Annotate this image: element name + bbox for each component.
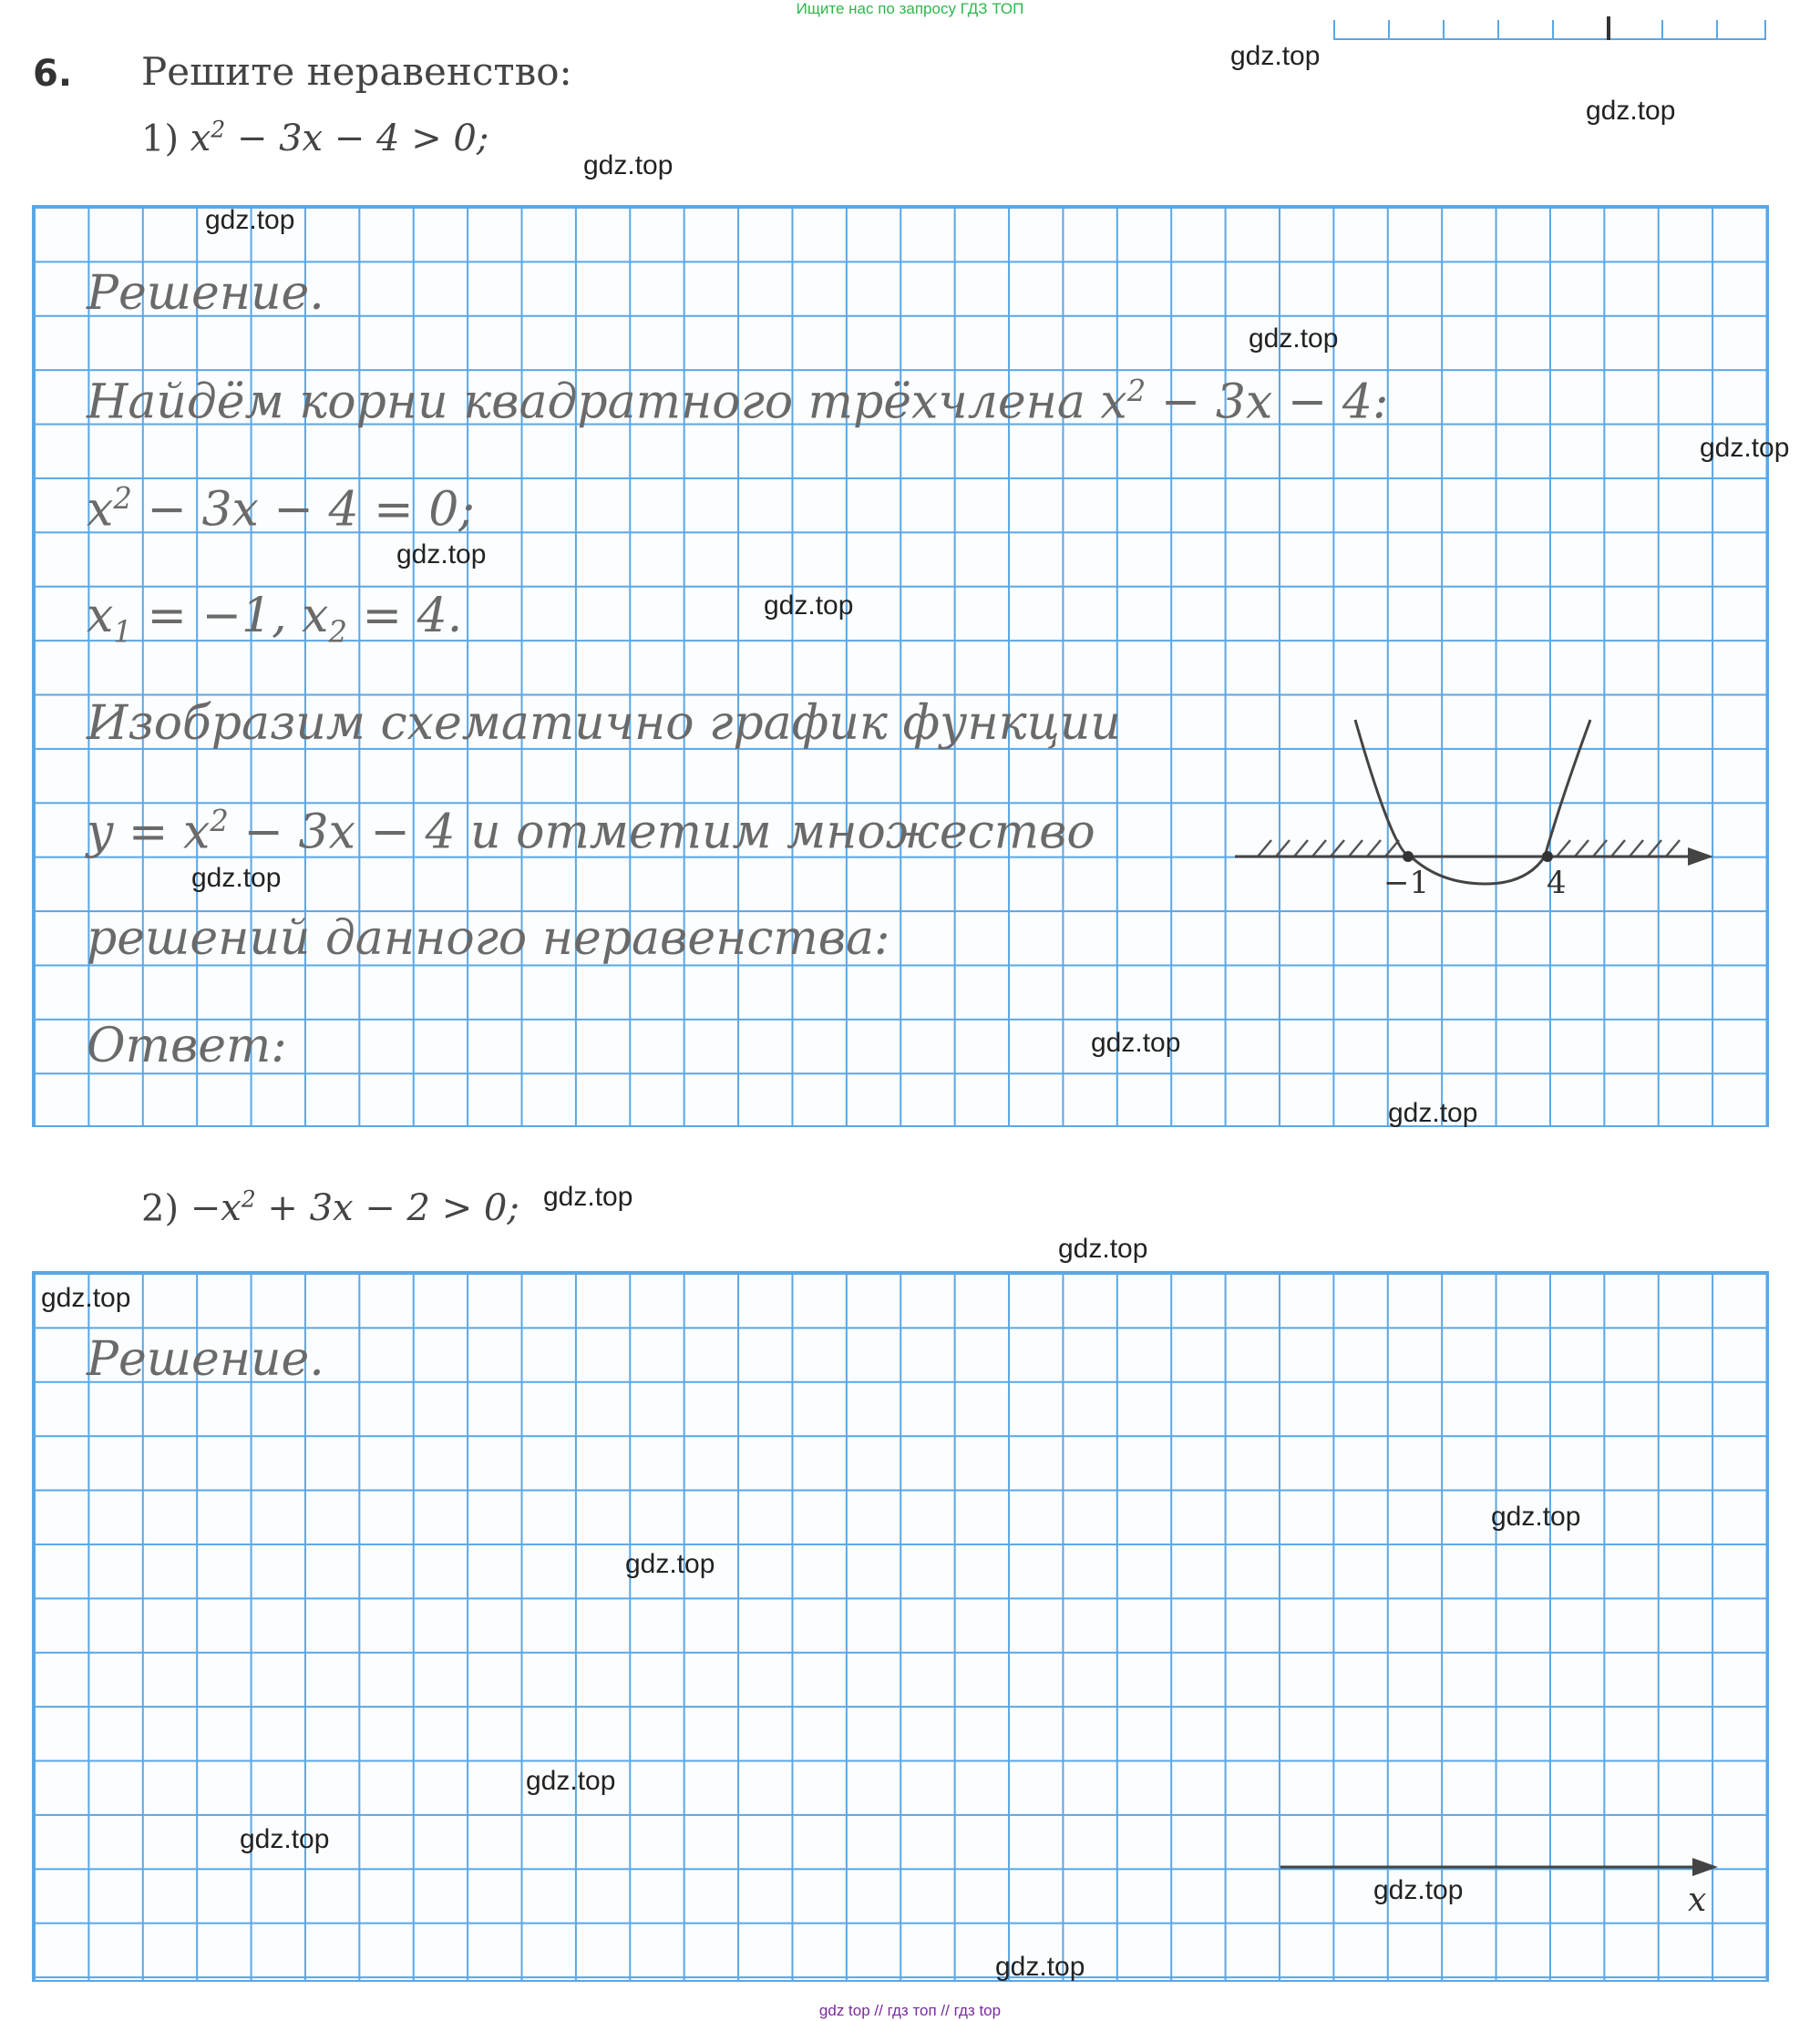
task-title: Решите неравенство: [141, 49, 572, 94]
watermark: gdz.top [1491, 1502, 1581, 1532]
problem-2-statement [141, 1186, 519, 1229]
solution-1-line-roots-intro: Найдём корни квадратного трёхчлена $x^2 - 3x - 4$: [87, 374, 1389, 430]
solution-2-heading: Решение. [87, 1332, 324, 1387]
solution-1-answer-label: Ответ: [87, 1019, 287, 1073]
root-label-right: 4 [1547, 865, 1567, 901]
parabola-curve [1355, 720, 1590, 884]
watermark: gdz.top [191, 863, 282, 893]
watermark: gdz.top [1091, 1028, 1181, 1058]
solution-1-equation: $x^2 - 3x - 4 = 0$; [87, 481, 475, 538]
root-label-left: −1 [1383, 865, 1430, 901]
problem-2-axis-label: x [1688, 1882, 1707, 1918]
task-number: 6. [33, 53, 73, 95]
ruler-fragment [1333, 0, 1766, 40]
watermark: gdz.top [1586, 96, 1676, 126]
watermark: gdz.top [396, 539, 487, 569]
watermark: gdz.top [543, 1182, 633, 1212]
top-banner[interactable]: Ищите нас по запросу ГДЗ ТОП [796, 0, 1024, 17]
solution-1-function: $y = x^2 - 3x - 4$ и отметим множество [87, 804, 1095, 860]
watermark: gdz.top [1700, 433, 1790, 463]
parabola-graph [1221, 702, 1732, 920]
solution-1-graph-intro: Изобразим схематично график функции [87, 696, 1121, 751]
solution-1-solution-set: решений данного неравенства: [87, 911, 890, 966]
watermark: gdz.top [583, 150, 674, 180]
problem-1-inequality: $x^2 - 3x - 4 > 0$; [190, 117, 489, 160]
problem-2-label: 2) [141, 1187, 180, 1230]
watermark: gdz.top [625, 1549, 715, 1579]
watermark: gdz.top [1373, 1875, 1464, 1905]
problem-2-inequality: $-x^2 + 3x - 2 > 0$; [190, 1186, 519, 1230]
bottom-banner[interactable]: gdz top // гдз топ // гдз top [818, 2002, 1002, 2019]
problem-2-axis [1276, 1845, 1750, 1918]
watermark: gdz.top [764, 590, 854, 621]
problem-2-x-axis-arrow [1692, 1858, 1718, 1876]
solution-1-roots: $x_1 = -1$, $x_2 = 4$. [87, 589, 463, 650]
problem-1-label: 1) [141, 118, 180, 160]
watermark: gdz.top [41, 1283, 131, 1313]
watermark: gdz.top [526, 1766, 616, 1796]
answer-grid-1 [32, 205, 1769, 1127]
watermark: gdz.top [995, 1952, 1085, 1982]
problem-1-statement [141, 117, 488, 159]
watermark: gdz.top [1249, 323, 1339, 354]
watermark: gdz.top [1388, 1098, 1478, 1128]
watermark: gdz.top [205, 205, 295, 235]
axis-hatching-left [1258, 840, 1399, 857]
solution-1-heading: Решение. [87, 266, 324, 321]
root-point-right [1542, 851, 1553, 862]
watermark: gdz.top [1058, 1234, 1148, 1264]
watermark: gdz.top [240, 1824, 330, 1854]
axis-hatching-right [1557, 840, 1680, 857]
x-axis-arrow [1688, 847, 1713, 866]
root-point-left [1403, 851, 1414, 862]
watermark: gdz.top [1230, 41, 1321, 71]
